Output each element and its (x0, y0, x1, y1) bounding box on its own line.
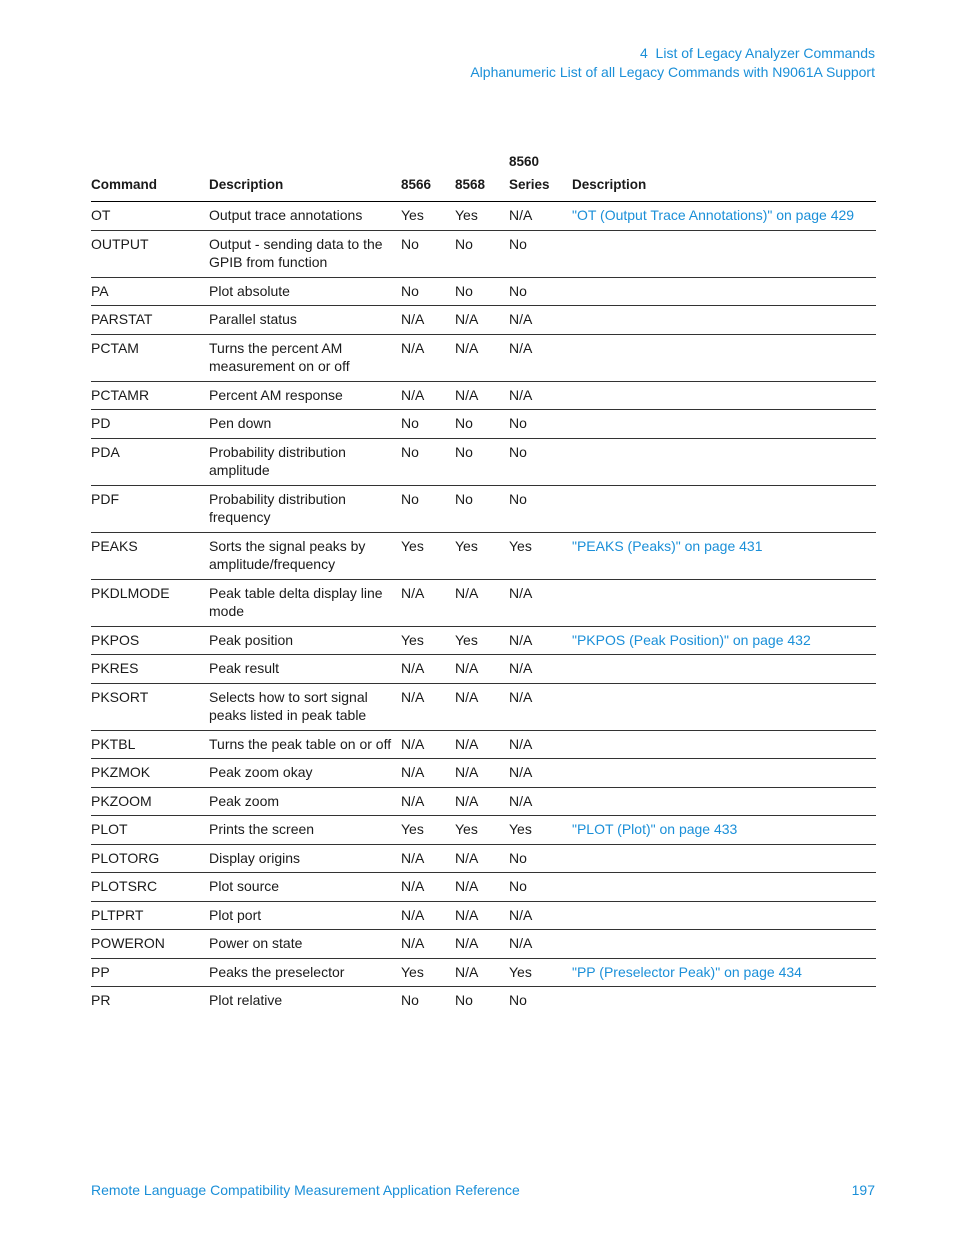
support-8566-cell: Yes (401, 958, 455, 987)
support-8566-cell: No (401, 485, 455, 532)
reference-link-cell (572, 277, 876, 306)
table-row (91, 485, 876, 532)
support-8566-cell: N/A (401, 930, 455, 959)
support-8566-cell: Yes (401, 532, 455, 579)
support-8566-cell: Yes (401, 816, 455, 845)
support-8566-cell: N/A (401, 787, 455, 816)
command-cell: PD (91, 410, 209, 439)
description-cell: Plot source (209, 873, 401, 902)
support-8566-cell: N/A (401, 579, 455, 626)
command-cell: OT (91, 202, 209, 231)
column-header: 8568 (455, 150, 509, 202)
description-cell: Sorts the signal peaks by amplitude/frequency (209, 532, 401, 579)
support-8568-cell: Yes (455, 532, 509, 579)
description-cell: Plot relative (209, 992, 283, 1008)
description-cell: Display origins (209, 844, 401, 873)
support-8560-cell: N/A (509, 930, 572, 959)
table-row (91, 787, 876, 816)
reference-link-cell (572, 410, 876, 439)
description-cell: Turns the peak table on or off (209, 730, 401, 759)
description-cell: Peak result (209, 655, 401, 684)
support-8560-cell: Yes (509, 958, 572, 987)
command-cell: PKZMOK (91, 759, 209, 788)
description-cell: Selects how to sort signal peaks listed in peak table (209, 683, 401, 730)
support-8568-cell: N/A (455, 683, 509, 730)
command-cell: PKSORT (91, 683, 209, 730)
section-title: Alphanumeric List of all Legacy Commands with N9061A Support (470, 64, 875, 80)
reference-link-cell (572, 485, 876, 532)
support-8568-cell: N/A (455, 381, 509, 410)
support-8560-cell: N/A (509, 683, 572, 730)
table-row (91, 532, 876, 579)
page-number: 197 (851, 1182, 875, 1198)
support-8560-cell: N/A (509, 306, 572, 335)
reference-link-cell[interactable]: "PEAKS (Peaks)" on page 431 (572, 532, 876, 579)
support-8560-cell: No (509, 873, 572, 902)
support-8560-cell: N/A (509, 579, 572, 626)
command-cell: POWERON (91, 930, 209, 959)
support-8568-cell: N/A (455, 844, 509, 873)
command-cell: PLOT (91, 816, 209, 845)
support-8568-cell: N/A (455, 901, 509, 930)
support-8566-cell: Yes (401, 202, 455, 231)
reference-link-cell (572, 844, 876, 873)
column-header: 8566 (401, 150, 455, 202)
command-cell: PR (91, 992, 111, 1008)
table-row (91, 277, 876, 306)
table-row (91, 410, 876, 439)
description-cell: Prints the screen (209, 816, 401, 845)
table-header-row (91, 150, 876, 202)
support-8568-cell: No (455, 230, 509, 277)
support-8560-cell: N/A (509, 381, 572, 410)
table-row (91, 438, 876, 485)
support-8560-cell: N/A (509, 787, 572, 816)
table-row (91, 958, 876, 987)
column-header: Description (209, 150, 401, 202)
description-cell: Turns the percent AM measurement on or off (209, 334, 401, 381)
running-header (470, 44, 875, 82)
support-8566-cell: No (401, 438, 455, 485)
reference-link-cell[interactable]: "OT (Output Trace Annotations)" on page 429 (572, 202, 876, 231)
description-cell: Probability distribution frequency (209, 485, 401, 532)
support-8560-cell: No (509, 844, 572, 873)
command-cell: PKZOOM (91, 787, 209, 816)
table-row (91, 306, 876, 335)
support-8560-cell: No (509, 992, 527, 1008)
reference-link-cell (572, 759, 876, 788)
table-row (91, 683, 876, 730)
support-8566-cell: No (401, 230, 455, 277)
description-cell: Output trace annotations (209, 202, 401, 231)
support-8566-cell: No (401, 410, 455, 439)
command-cell: PCTAMR (91, 381, 209, 410)
support-8566-cell: N/A (401, 334, 455, 381)
support-8568-cell: N/A (455, 730, 509, 759)
support-8560-cell: Yes (509, 532, 572, 579)
support-8560-cell: No (509, 277, 572, 306)
table-row (91, 901, 876, 930)
support-8560-cell: No (509, 230, 572, 277)
support-8560-cell: N/A (509, 655, 572, 684)
command-cell: PKTBL (91, 730, 209, 759)
reference-link-cell (572, 683, 876, 730)
reference-link-cell (572, 306, 876, 335)
support-8568-cell: N/A (455, 930, 509, 959)
command-table-container (91, 150, 876, 1015)
reference-link-cell (572, 730, 876, 759)
footer-title: Remote Language Compatibility Measurement Application Reference (91, 1182, 520, 1198)
support-8568-cell: N/A (455, 873, 509, 902)
support-8560-cell: No (509, 438, 572, 485)
support-8568-cell: N/A (455, 334, 509, 381)
command-cell: PLTPRT (91, 901, 209, 930)
command-cell: PDA (91, 438, 209, 485)
support-8568-cell: N/A (455, 579, 509, 626)
table-row (91, 626, 876, 655)
support-8568-cell: N/A (455, 958, 509, 987)
support-8568-cell: N/A (455, 655, 509, 684)
table-row (91, 816, 876, 845)
support-8560-cell: N/A (509, 759, 572, 788)
reference-link-cell[interactable]: "PP (Preselector Peak)" on page 434 (572, 958, 876, 987)
table-row (91, 987, 876, 1015)
description-cell: Parallel status (209, 306, 401, 335)
table-row (91, 334, 876, 381)
support-8566-cell: N/A (401, 759, 455, 788)
support-8560-cell: N/A (509, 202, 572, 231)
table-row (91, 844, 876, 873)
table-row (91, 381, 876, 410)
description-cell: Pen down (209, 410, 401, 439)
description-cell: Output - sending data to the GPIB from function (209, 230, 401, 277)
reference-link-cell (572, 438, 876, 485)
reference-link-cell (572, 987, 876, 1015)
support-8560-cell: N/A (509, 730, 572, 759)
table-row (91, 730, 876, 759)
command-cell: PEAKS (91, 532, 209, 579)
support-8568-cell: No (455, 485, 509, 532)
support-8560-cell: N/A (509, 334, 572, 381)
support-8560-cell: Yes (509, 816, 572, 845)
reference-link-cell (572, 901, 876, 930)
support-8568-cell: N/A (455, 787, 509, 816)
command-cell: PCTAM (91, 334, 209, 381)
command-cell: PKDLMODE (91, 579, 209, 626)
description-cell: Peak position (209, 626, 401, 655)
support-8568-cell: Yes (455, 626, 509, 655)
reference-link-cell[interactable]: "PKPOS (Peak Position)" on page 432 (572, 626, 876, 655)
command-cell: PLOTSRC (91, 873, 209, 902)
support-8568-cell: No (455, 992, 473, 1008)
description-cell: Power on state (209, 930, 401, 959)
command-cell: OUTPUT (91, 230, 209, 277)
table-body (91, 202, 876, 1015)
table-row (91, 930, 876, 959)
command-cell: PLOTORG (91, 844, 209, 873)
description-cell: Peak zoom (209, 787, 401, 816)
support-8568-cell: Yes (455, 202, 509, 231)
support-8566-cell: N/A (401, 730, 455, 759)
table-row (91, 202, 876, 231)
table-row (91, 759, 876, 788)
support-8566-cell: N/A (401, 655, 455, 684)
reference-link-cell (572, 873, 876, 902)
command-cell: PP (91, 958, 209, 987)
description-cell: Probability distribution amplitude (209, 438, 401, 485)
support-8566-cell: N/A (401, 683, 455, 730)
page-footer (91, 1182, 875, 1198)
support-8566-cell: No (401, 277, 455, 306)
description-cell: Plot absolute (209, 277, 401, 306)
command-cell: PARSTAT (91, 306, 209, 335)
command-cell: PDF (91, 485, 209, 532)
column-header: Command (91, 150, 209, 202)
description-cell: Peak table delta display line mode (209, 579, 401, 626)
table-row (91, 873, 876, 902)
reference-link-cell (572, 334, 876, 381)
command-cell: PA (91, 277, 209, 306)
support-8566-cell: N/A (401, 873, 455, 902)
description-cell: Peaks the preselector (209, 958, 401, 987)
description-cell: Peak zoom okay (209, 759, 401, 788)
table-row (91, 230, 876, 277)
column-header: 8560 Series (509, 150, 572, 202)
support-8568-cell: Yes (455, 816, 509, 845)
command-cell: PKPOS (91, 626, 209, 655)
support-8568-cell: No (455, 277, 509, 306)
reference-link-cell (572, 655, 876, 684)
command-cell: PKRES (91, 655, 209, 684)
support-8568-cell: No (455, 410, 509, 439)
reference-link-cell (572, 230, 876, 277)
support-8568-cell: N/A (455, 306, 509, 335)
column-header: Description (572, 150, 876, 202)
support-8566-cell: Yes (401, 626, 455, 655)
support-8568-cell: No (455, 438, 509, 485)
support-8566-cell: N/A (401, 844, 455, 873)
description-cell: Plot port (209, 901, 401, 930)
chapter-title: 4 List of Legacy Analyzer Commands (639, 45, 875, 61)
support-8568-cell: N/A (455, 759, 509, 788)
reference-link-cell (572, 930, 876, 959)
reference-link-cell (572, 579, 876, 626)
support-8560-cell: No (509, 485, 572, 532)
support-8566-cell: N/A (401, 306, 455, 335)
support-8560-cell: No (509, 410, 572, 439)
reference-link-cell[interactable]: "PLOT (Plot)" on page 433 (572, 816, 876, 845)
support-8566-cell: N/A (401, 381, 455, 410)
description-cell: Percent AM response (209, 381, 401, 410)
reference-link-cell (572, 787, 876, 816)
support-8566-cell: N/A (401, 901, 455, 930)
support-8560-cell: N/A (509, 626, 572, 655)
command-table (91, 150, 876, 1015)
support-8560-cell: N/A (509, 901, 572, 930)
support-8566-cell: No (401, 992, 419, 1008)
table-row (91, 655, 876, 684)
table-row (91, 579, 876, 626)
reference-link-cell (572, 381, 876, 410)
